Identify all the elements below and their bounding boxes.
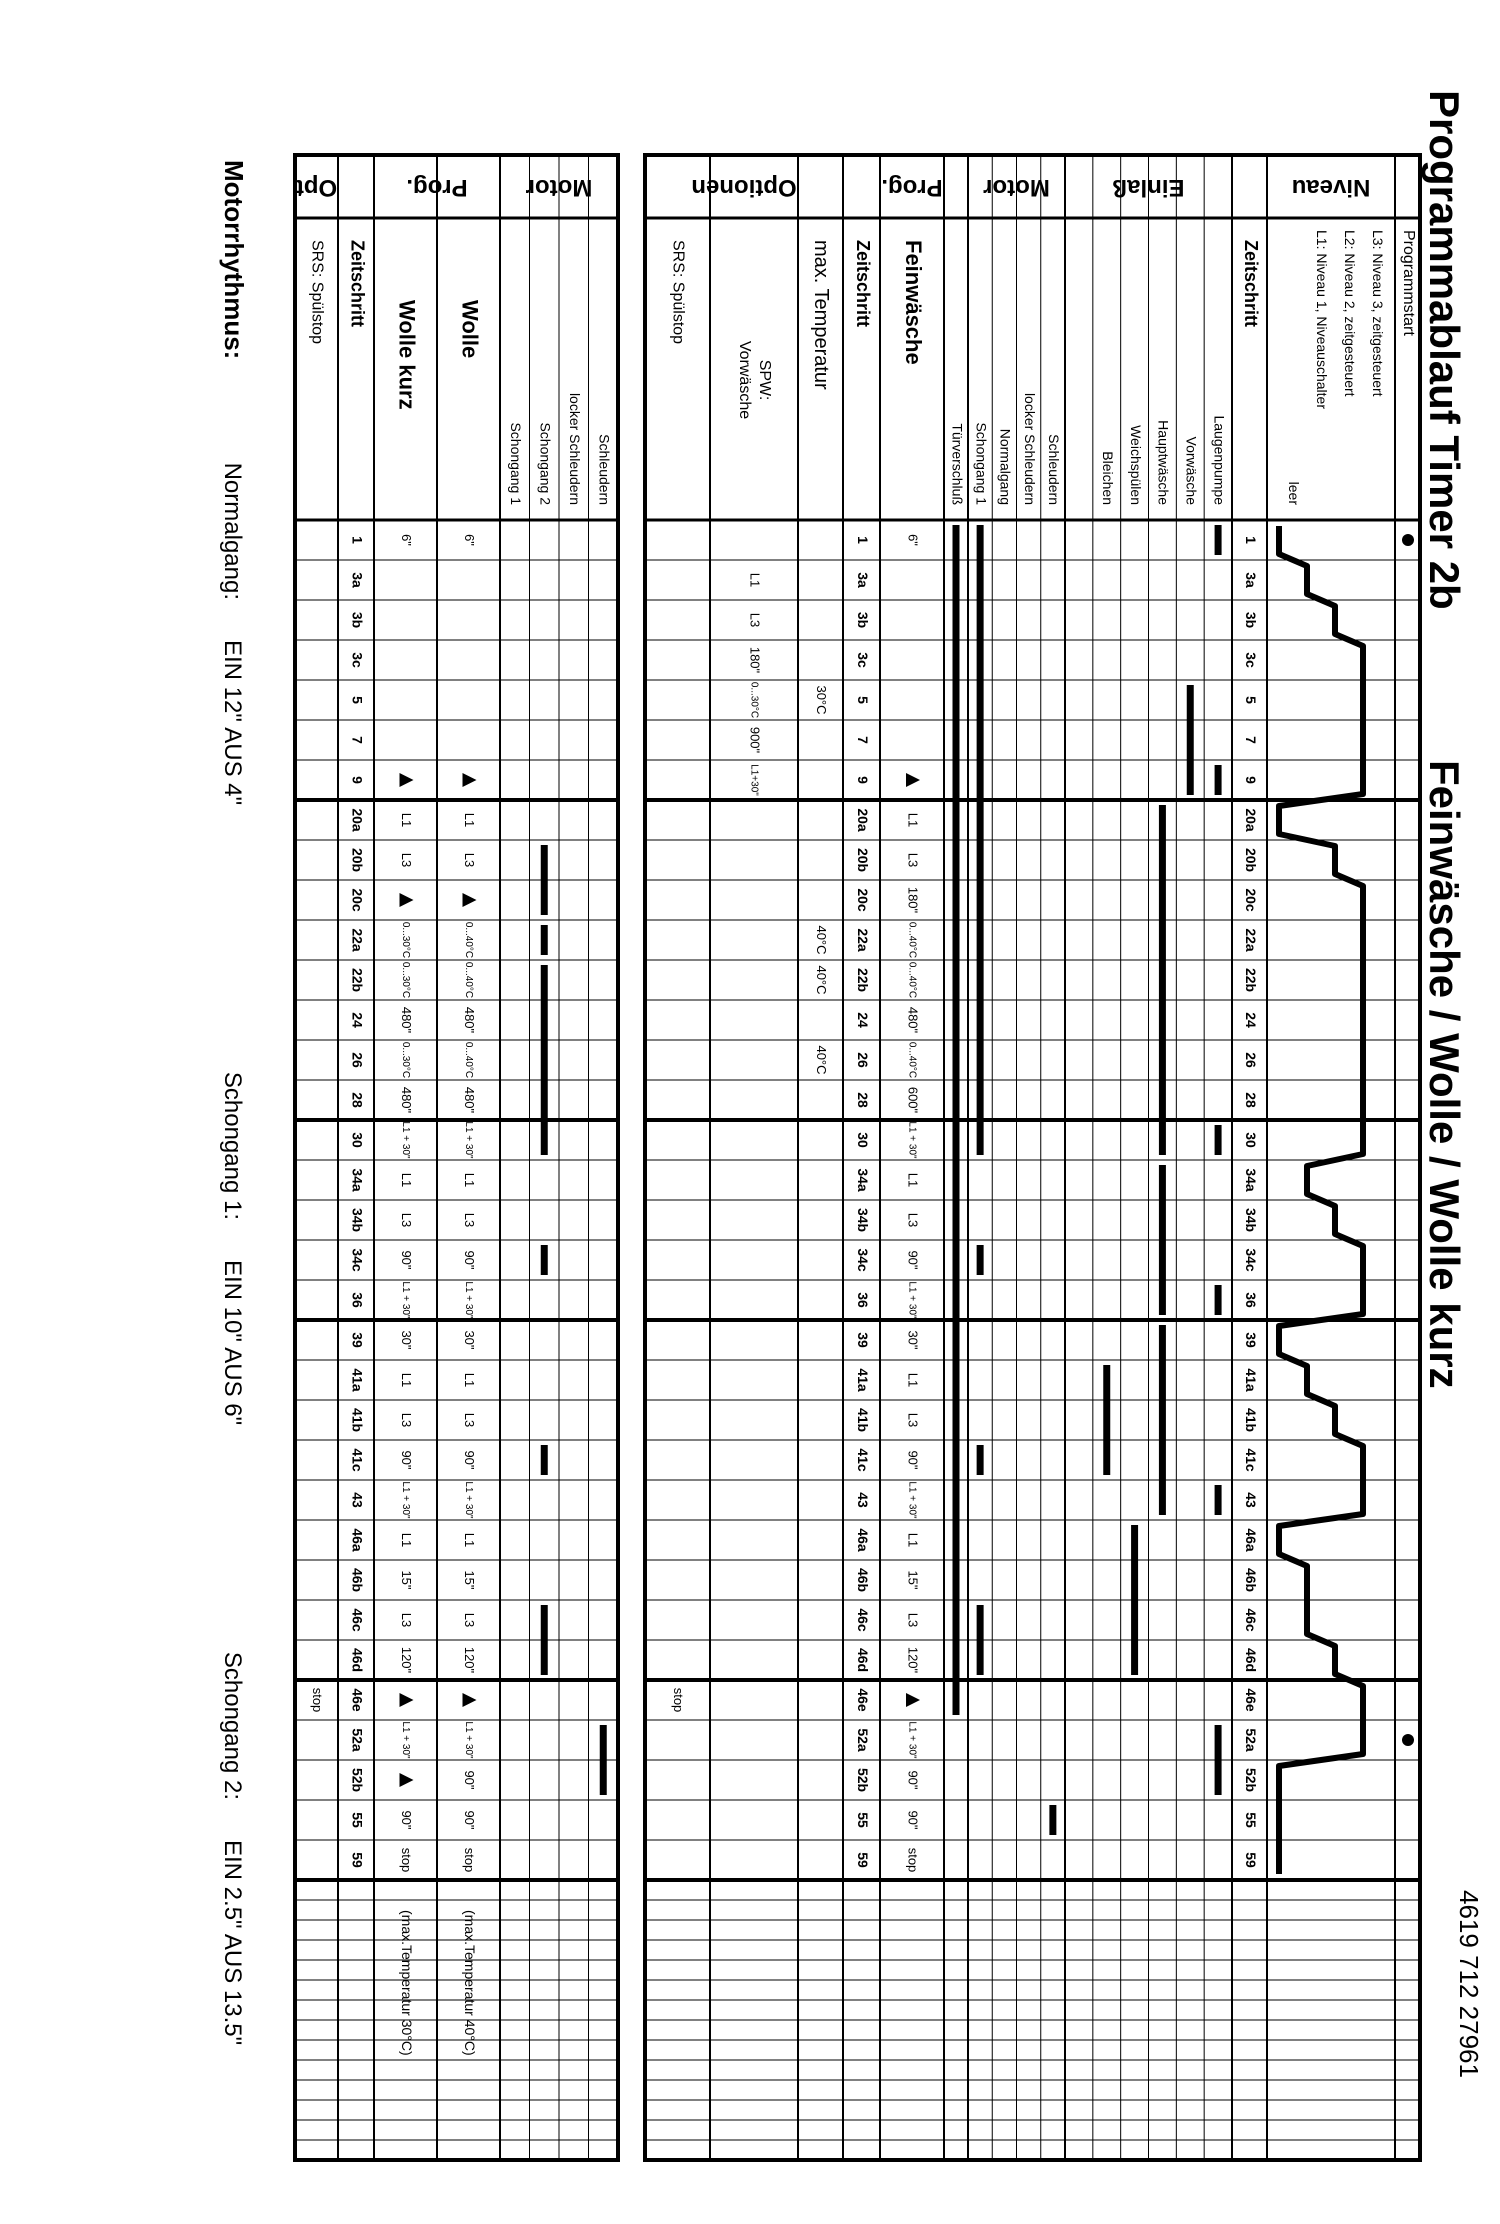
step-label: 34a (1242, 1168, 1259, 1192)
wolle-kurz-cell: L3 (399, 1612, 415, 1628)
feinwaesche-cell: 600" (905, 1086, 921, 1114)
step-label: 46c (349, 1608, 366, 1632)
step-label: 34b (854, 1207, 871, 1233)
step-label: 9 (1242, 776, 1259, 784)
step-label: 52b (854, 1767, 871, 1793)
doc-number: 4619 712 27961 (1454, 1890, 1484, 2078)
step-label: 46a (349, 1528, 366, 1552)
arrow-marker (906, 773, 920, 787)
row-label: Weichspülen (1127, 425, 1144, 505)
motor-rhythm-item-label: Schongang 1: (219, 1071, 246, 1220)
step-label: 3c (349, 652, 366, 668)
feinwaesche-cell: L1 + 30" (906, 1481, 918, 1519)
step-label: 41c (349, 1448, 366, 1472)
wolle-kurz-cell: L1 + 30" (399, 1721, 411, 1759)
step-label: 39 (349, 1332, 366, 1348)
feinwaesche-cell: stop (905, 1847, 921, 1873)
step-label: 3b (854, 611, 871, 629)
feinwaesche-cell: L1 (905, 1532, 921, 1548)
step-label: 46e (1242, 1688, 1259, 1712)
step-label: 5 (349, 696, 366, 704)
spw-label-2: Vorwäsche (736, 340, 753, 420)
wolle-cell: 6" (462, 534, 478, 546)
arrow-marker (906, 1693, 920, 1707)
arrow-marker (400, 1693, 414, 1707)
step-label: 43 (349, 1492, 366, 1508)
level-label: L3: Niveau 3, zeitgesteuert (1370, 230, 1386, 397)
wolle-cell: 30" (462, 1330, 478, 1350)
step-label: 7 (854, 736, 871, 744)
programmstart-label: Programmstart (1400, 230, 1417, 336)
max-temp-cell: 40°C (814, 925, 830, 955)
step-label: 22b (349, 967, 366, 993)
step-label: 20a (349, 808, 366, 832)
side-label-niveau: Niveau (1291, 174, 1371, 202)
wolle-cell: 0...40°C (462, 921, 474, 959)
arrow-marker (463, 893, 477, 907)
step-label: 43 (854, 1492, 871, 1508)
wolle-kurz-cell: L1 (399, 1372, 415, 1388)
wolle-label: Wolle (457, 300, 483, 359)
wolle-kurz-cell: 0...30°C (399, 1041, 411, 1079)
step-label: 41b (1242, 1407, 1259, 1433)
step-label: 30 (854, 1132, 871, 1148)
side-label-optionen: Optionen (691, 174, 797, 202)
step-label: 34a (349, 1168, 366, 1192)
row-label: Schleudern (596, 434, 613, 505)
feinwaesche-cell: 120" (905, 1646, 921, 1674)
wolle-kurz-cell: 30" (399, 1330, 415, 1350)
wolle-kurz-cell: 90" (399, 1810, 415, 1830)
wolle-cell: L3 (462, 852, 478, 868)
wolle-cell: L3 (462, 1412, 478, 1428)
lower-table (295, 155, 618, 2160)
step-label: 24 (1242, 1012, 1259, 1028)
step-label: 59 (854, 1852, 871, 1868)
feinwaesche-cell: 0...40°C (906, 1041, 918, 1079)
wolle-kurz-cell: L3 (399, 852, 415, 868)
step-label: 22b (1242, 967, 1259, 993)
zeitschritt-label: Zeitschritt (1240, 240, 1261, 328)
step-label: 41a (1242, 1368, 1259, 1392)
srs-cell: stop (310, 1687, 326, 1713)
motor-rhythm-item-label: Normalgang: (219, 462, 246, 600)
step-label: 5 (854, 696, 871, 704)
wolle-kurz-cell: L1 (399, 1532, 415, 1548)
step-label: 46d (349, 1647, 366, 1673)
motor-rhythm-footer (219, 160, 249, 2045)
arrow-marker (463, 1693, 477, 1707)
wolle-kurz-cell: L1 + 30" (399, 1281, 411, 1319)
step-label: 7 (349, 736, 366, 744)
wolle-cell: L3 (462, 1212, 478, 1228)
step-label: 55 (1242, 1812, 1259, 1828)
step-label: 46d (854, 1647, 871, 1673)
step-label: 20c (349, 888, 366, 912)
spw-label: SPW: (756, 359, 773, 401)
feinwaesche-cell: L3 (905, 852, 921, 868)
max-temp-cell: 40°C (814, 965, 830, 995)
step-label: 46a (1242, 1528, 1259, 1552)
step-label: 34c (349, 1248, 366, 1272)
step-label: 20b (349, 847, 366, 873)
step-label: 3c (1242, 652, 1259, 668)
wolle-kurz-cell: L1 + 30" (399, 1481, 411, 1519)
feinwaesche-cell: L1 (905, 1372, 921, 1388)
step-label: 28 (349, 1092, 366, 1108)
step-label: 9 (349, 776, 366, 784)
wolle-cell: L1 + 30" (462, 1721, 474, 1759)
step-label: 46b (349, 1567, 366, 1593)
step-label: 59 (1242, 1852, 1259, 1868)
motor-rhythm-item-value: EIN 10" AUS 6" (219, 1260, 246, 1426)
wolle-cell: 480" (462, 1086, 478, 1114)
side-label-opt-lower: Opt (295, 174, 338, 202)
feinwaesche-cell: 30" (905, 1330, 921, 1350)
step-label: 7 (1242, 736, 1259, 744)
step-label: 3b (349, 611, 366, 629)
row-label: Normalgang (997, 428, 1014, 505)
step-label: 46e (854, 1688, 871, 1712)
wolle-cell: 480" (462, 1006, 478, 1034)
step-label: 34b (349, 1207, 366, 1233)
step-label: 46b (1242, 1567, 1259, 1593)
step-label: 24 (854, 1012, 871, 1028)
wolle-kurz-cell: L1 (399, 1172, 415, 1188)
row-label: locker Schleudern (1021, 392, 1038, 505)
step-label: 41c (854, 1448, 871, 1472)
step-label: 46e (349, 1688, 366, 1712)
programmstart-dot (1402, 534, 1414, 546)
feinwaesche-cell: L1 (905, 812, 921, 828)
level-label: L1: Niveau 1, Niveauschalter (1314, 230, 1330, 409)
step-label: 52a (1242, 1728, 1259, 1752)
wolle-cell: 90" (462, 1810, 478, 1830)
feinwaesche-cell: L1 + 30" (906, 1721, 918, 1759)
step-label: 34c (854, 1248, 871, 1272)
wolle-kurz-label: Wolle kurz (394, 300, 420, 410)
row-label: Schongang 1 (973, 422, 990, 505)
motor-rhythm-item-value: EIN 2.5" AUS 13.5" (219, 1840, 246, 2046)
step-label: 20c (854, 888, 871, 912)
wolle-cell: L1 (462, 1372, 478, 1388)
step-label: 55 (349, 1812, 366, 1828)
srs-cell: stop (671, 1687, 687, 1713)
wolle-cell: L1 + 30" (462, 1481, 474, 1519)
step-label: 46c (854, 1608, 871, 1632)
step-label: 22a (1242, 928, 1259, 952)
feinwaesche-cell: 15" (905, 1570, 921, 1590)
spw-cell: L1 (747, 572, 763, 588)
doc-title: Programmablauf Timer 2b (1421, 90, 1468, 610)
motor-rhythm-item-value: EIN 12" AUS 4" (219, 640, 246, 806)
step-label: 3c (854, 652, 871, 668)
srs-label-lower: SRS: Spülstop (308, 240, 326, 345)
srs-label: SRS: Spülstop (669, 240, 687, 345)
step-label: 20c (1242, 888, 1259, 912)
step-label: 28 (854, 1092, 871, 1108)
feinwaesche-cell: 180" (905, 886, 921, 914)
wolle-kurz-cell: L1 + 30" (399, 1121, 411, 1159)
wolle-cell: 0...40°C (462, 961, 474, 999)
max-temp-cell: 30°C (814, 685, 830, 715)
step-label: 46c (1242, 1608, 1259, 1632)
spw-cell: 180" (747, 646, 763, 674)
step-label: 20a (854, 808, 871, 832)
step-label: 39 (854, 1332, 871, 1348)
step-label: 34b (1242, 1207, 1259, 1233)
feinwaesche-cell: L3 (905, 1612, 921, 1628)
step-label: 41b (349, 1407, 366, 1433)
wolle-kurz-cell: 90" (399, 1250, 415, 1270)
step-label: 22a (854, 928, 871, 952)
spw-cell: 900" (747, 726, 763, 754)
step-label: 26 (854, 1052, 871, 1068)
zeitschritt-label-lower: Zeitschritt (347, 240, 368, 328)
row-label: Schongang 1 (508, 422, 525, 505)
side-label-prog: Prog. (881, 174, 943, 202)
step-label: 1 (1242, 536, 1259, 544)
row-label: Bleichen (1100, 451, 1117, 505)
feinwaesche-cell: 90" (905, 1450, 921, 1470)
step-label: 9 (854, 776, 871, 784)
step-label: 24 (349, 1012, 366, 1028)
wolle-kurz-cell: L3 (399, 1412, 415, 1428)
wolle-cell: 90" (462, 1250, 478, 1270)
wolle-kurz-cell: stop (399, 1847, 415, 1873)
step-label: 55 (854, 1812, 871, 1828)
step-label: 39 (1242, 1332, 1259, 1348)
feinwaesche-cell: L1 (905, 1172, 921, 1188)
step-label: 41c (1242, 1448, 1259, 1472)
level-label: leer (1286, 481, 1302, 505)
wolle-cell: L3 (462, 1612, 478, 1628)
step-label: 36 (349, 1292, 366, 1308)
step-label: 3a (349, 572, 366, 588)
step-label: 1 (349, 536, 366, 544)
level-label: L2: Niveau 2, zeitgesteuert (1342, 230, 1358, 397)
step-label: 41a (854, 1368, 871, 1392)
arrow-marker (400, 893, 414, 907)
step-label: 26 (349, 1052, 366, 1068)
feinwaesche-cell: 0...40°C (906, 961, 918, 999)
wolle-kurz-cell: 90" (399, 1450, 415, 1470)
step-label: 36 (1242, 1292, 1259, 1308)
wolle-kurz-cell: 15" (399, 1570, 415, 1590)
wolle-cell: 0...40°C (462, 1041, 474, 1079)
wolle-kurz-cell: L1 (399, 812, 415, 828)
wolle-note: (max.Temperatur 40°C) (461, 1910, 478, 2056)
step-label: 41b (854, 1407, 871, 1433)
step-label: 3a (1242, 572, 1259, 588)
feinwaesche-cell: 90" (905, 1250, 921, 1270)
step-label: 22b (854, 967, 871, 993)
wolle-kurz-cell: 0...30°C (399, 921, 411, 959)
wolle-cell: L1 (462, 812, 478, 828)
row-label: locker Schleudern (567, 392, 584, 505)
spw-cell: L1+30" (748, 764, 760, 796)
row-label: Vorwäsche (1183, 436, 1200, 505)
row-label: Schongang 2 (537, 422, 554, 505)
step-label: 46a (854, 1528, 871, 1552)
wolle-cell: 90" (462, 1450, 478, 1470)
motor-rhythm-item-label: Schongang 2: (219, 1651, 246, 1800)
feinwaesche-label: Feinwäsche (901, 240, 927, 365)
step-label: 36 (854, 1292, 871, 1308)
wolle-cell: 90" (462, 1770, 478, 1790)
wolle-cell: L1 + 30" (462, 1281, 474, 1319)
row-label: Schleudern (1046, 434, 1063, 505)
wolle-cell: L1 + 30" (462, 1121, 474, 1159)
feinwaesche-cell: 6" (905, 534, 921, 546)
step-label: 5 (1242, 696, 1259, 704)
side-label-motor-lower: Motor (525, 174, 593, 202)
arrow-marker (463, 773, 477, 787)
wolle-kurz-cell: 480" (399, 1006, 415, 1034)
spw-cell: L3 (747, 612, 763, 628)
programmstart-dot (1402, 1734, 1414, 1746)
feinwaesche-cell: L3 (905, 1412, 921, 1428)
doc-subtitle: Feinwäsche / Wolle / Wolle kurz (1421, 760, 1468, 1389)
step-label: 1 (854, 536, 871, 544)
wolle-kurz-cell: 480" (399, 1086, 415, 1114)
upper-table (645, 155, 1420, 2160)
step-label: 20b (1242, 847, 1259, 873)
row-label: Türverschluß (949, 423, 966, 505)
wolle-kurz-note: (max.Temperatur 30°C) (398, 1910, 415, 2056)
step-label: 20b (854, 847, 871, 873)
step-label: 41a (349, 1368, 366, 1392)
max-temp-cell: 40°C (814, 1045, 830, 1075)
wolle-cell: 120" (462, 1646, 478, 1674)
step-label: 20a (1242, 808, 1259, 832)
step-label: 43 (1242, 1492, 1259, 1508)
feinwaesche-cell: 90" (905, 1810, 921, 1830)
row-label: Hauptwäsche (1155, 420, 1172, 505)
step-label: 46b (854, 1567, 871, 1593)
zeitschritt-label-2: Zeitschritt (852, 240, 873, 328)
arrow-marker (400, 773, 414, 787)
step-label: 28 (1242, 1092, 1259, 1108)
step-label: 26 (1242, 1052, 1259, 1068)
step-label: 3a (854, 572, 871, 588)
wolle-kurz-cell: 120" (399, 1646, 415, 1674)
wolle-cell: stop (462, 1847, 478, 1873)
step-label: 46d (1242, 1647, 1259, 1673)
step-label: 52a (349, 1728, 366, 1752)
feinwaesche-cell: L3 (905, 1212, 921, 1228)
wolle-cell: L1 (462, 1172, 478, 1188)
arrow-marker (400, 1773, 414, 1787)
step-label: 22a (349, 928, 366, 952)
wolle-kurz-cell: 0...30°C (399, 961, 411, 999)
wolle-cell: L1 (462, 1532, 478, 1548)
wolle-kurz-cell: L3 (399, 1212, 415, 1228)
spw-cell: 0...30°C (748, 681, 760, 719)
step-label: 52b (1242, 1767, 1259, 1793)
step-label: 52a (854, 1728, 871, 1752)
step-label: 52b (349, 1767, 366, 1793)
feinwaesche-cell: L1 + 30" (906, 1281, 918, 1319)
step-label: 30 (349, 1132, 366, 1148)
feinwaesche-cell: 90" (905, 1770, 921, 1790)
step-label: 34c (1242, 1248, 1259, 1272)
step-label: 34a (854, 1168, 871, 1192)
feinwaesche-cell: 480" (905, 1006, 921, 1034)
side-label-motor: Motor (983, 174, 1050, 202)
step-label: 30 (1242, 1132, 1259, 1148)
side-label-prog-lower: Prog. (406, 174, 468, 202)
step-label: 3b (1242, 611, 1259, 629)
feinwaesche-cell: 0...40°C (906, 921, 918, 959)
row-label: Laugenpumpe (1211, 415, 1228, 505)
step-label: 59 (349, 1852, 366, 1868)
max-temp-label: max. Temperatur (810, 240, 833, 390)
feinwaesche-cell: L1 + 30" (906, 1121, 918, 1159)
motor-rhythm-label: Motorrhythmus: (219, 160, 249, 360)
side-label-einlass: Einlaß (1112, 174, 1185, 202)
wolle-kurz-cell: 6" (399, 534, 415, 546)
wolle-cell: 15" (462, 1570, 478, 1590)
